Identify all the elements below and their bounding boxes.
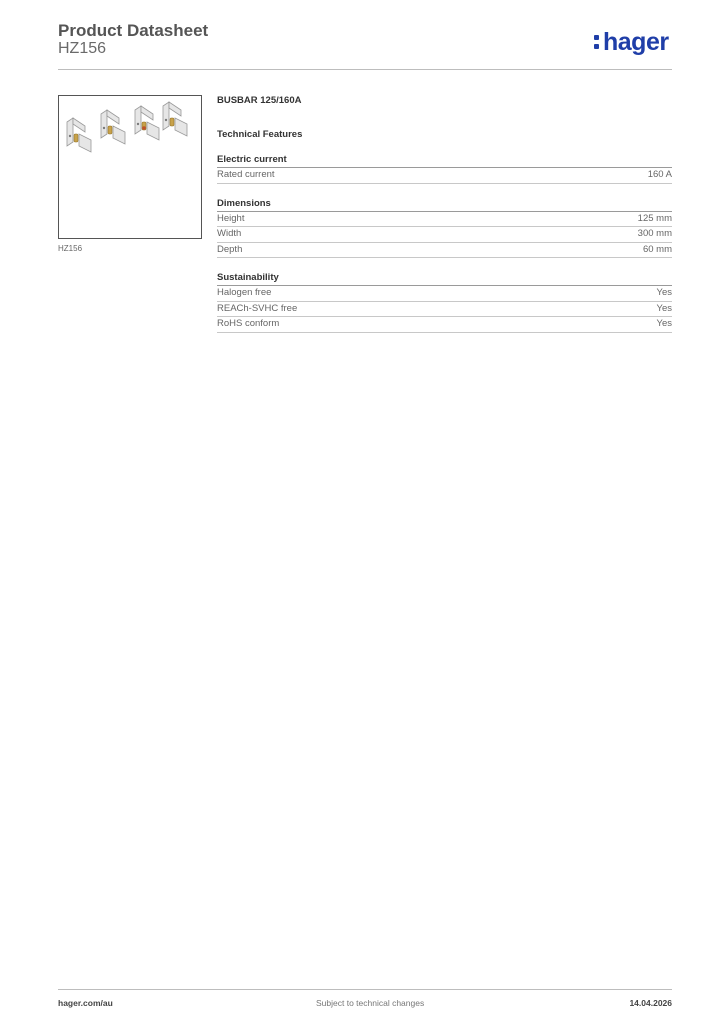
- spec-label: Rated current: [217, 169, 275, 180]
- spec-row: [217, 243, 672, 259]
- group-electric-current: [217, 154, 672, 184]
- spec-value: Yes: [656, 318, 672, 329]
- footer-website-link[interactable]: hager.com/au: [58, 998, 113, 1008]
- spec-label: Width: [217, 228, 242, 239]
- group-title: Electric current: [217, 154, 672, 168]
- footer-date: 14.04.2026: [629, 998, 672, 1008]
- product-code: HZ156: [58, 40, 107, 57]
- spec-label: Halogen free: [217, 287, 272, 298]
- page-title: Product Datasheet: [58, 21, 209, 40]
- busbar-illustration: [59, 96, 201, 238]
- spec-value: 60 mm: [642, 243, 672, 255]
- spec-row: [217, 302, 672, 318]
- group-dimensions: [217, 198, 672, 259]
- footer-notice: Subject to technical changes: [316, 998, 425, 1008]
- spec-value: 125 mm: [637, 212, 672, 224]
- spec-row: [217, 212, 672, 228]
- group-title: Dimensions: [217, 198, 672, 212]
- product-name: BUSBAR 125/160A: [217, 95, 302, 106]
- spec-row: [217, 317, 672, 333]
- header-divider: [58, 69, 672, 70]
- spec-value: 300 mm: [637, 228, 672, 239]
- spec-value: Yes: [656, 302, 672, 314]
- spec-row: [217, 286, 672, 302]
- spec-row: [217, 227, 672, 243]
- spec-row: [217, 168, 672, 184]
- logo-wordmark: hager: [603, 28, 669, 56]
- footer-divider: [58, 989, 672, 990]
- hager-logo: [594, 28, 669, 57]
- logo-colon-icon: [594, 35, 601, 53]
- spec-value: 160 A: [647, 169, 672, 180]
- image-caption: HZ156: [58, 244, 83, 253]
- group-sustainability: [217, 272, 672, 333]
- spec-label: REACh-SVHC free: [217, 302, 298, 314]
- product-image: [58, 95, 202, 239]
- spec-label: RoHS conform: [217, 318, 280, 329]
- group-title: Sustainability: [217, 272, 672, 286]
- spec-label: Height: [217, 212, 245, 224]
- technical-features-heading: Technical Features: [217, 129, 303, 140]
- spec-label: Depth: [217, 243, 243, 255]
- spec-value: Yes: [656, 287, 672, 298]
- product-details: [217, 95, 672, 333]
